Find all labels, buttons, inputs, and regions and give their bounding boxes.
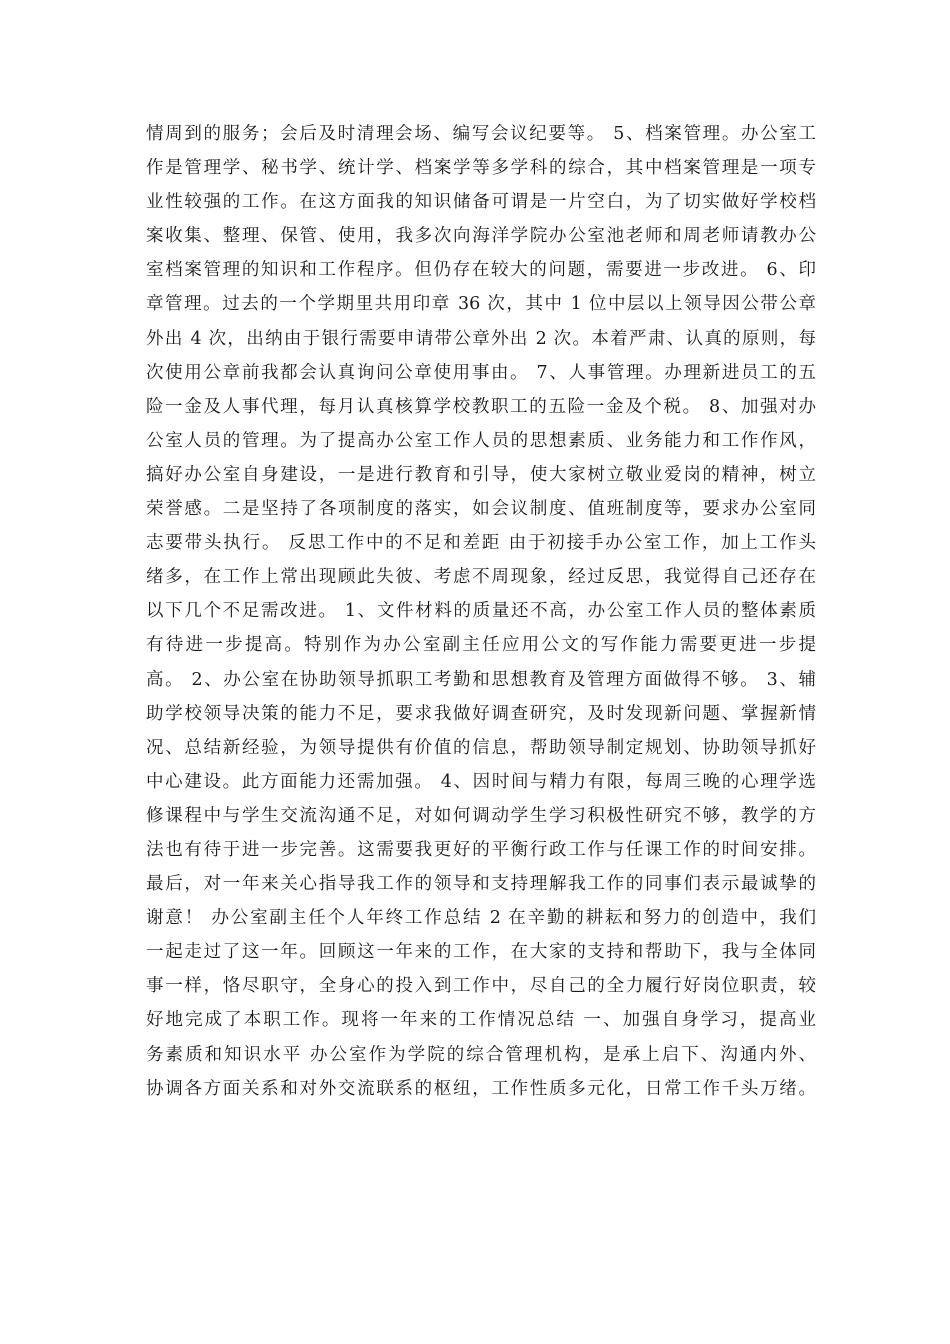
text-line: 一起走过了这一年。回顾这一年来的工作，在大家的支持和帮助下，我与全体同 <box>146 942 816 963</box>
text-line: 高。 2、办公室在协助领导抓职工考勤和思想教育及管理方面做得不够。 3、辅 <box>146 669 816 690</box>
text-line: 作是管理学、秘书学、统计学、档案学等多学科的综合，其中档案管理是一项专 <box>146 158 816 179</box>
text-line: 有待进一步提高。特别作为办公室副主任应用公文的写作能力需要更进一步提 <box>146 635 816 656</box>
text-line: 以下几个不足需改进。 1、文件材料的质量还不高，办公室工作人员的整体素质 <box>146 601 816 622</box>
text-line: 好地完成了本职工作。现将一年来的工作情况总结 一、加强自身学习，提高业 <box>146 1010 816 1031</box>
text-line: 绪多，在工作上常出现顾此失彼、考虑不周现象，经过反思，我觉得自己还存在 <box>146 567 816 588</box>
text-line: 情周到的服务；会后及时清理会场、编写会议纪要等。 5、档案管理。办公室工 <box>146 124 816 144</box>
text-line: 修课程中与学生交流沟通不足，对如何调动学生学习积极性研究不够，教学的方 <box>146 805 816 826</box>
text-line: 外出 4 次，出纳由于银行需要申请带公章外出 2 次。本着严肃、认真的原则，每 <box>146 328 816 349</box>
text-line: 况、总结新经验，为领导提供有价值的信息，帮助领导制定规划、协助领导抓好 <box>146 737 816 758</box>
text-line: 助学校领导决策的能力不足，要求我做好调查研究，及时发现新问题、掌握新情 <box>146 703 816 724</box>
text-line: 协调各方面关系和对外交流联系的枢纽，工作性质多元化，日常工作千头万绪。 <box>146 1078 816 1099</box>
text-line: 最后，对一年来关心指导我工作的领导和支持理解我工作的同事们表示最诚挚的 <box>146 874 816 895</box>
body-text <box>146 117 816 1106</box>
text-line: 险一金及人事代理，每月认真核算学校教职工的五险一金及个税。 8、加强对办 <box>146 396 816 417</box>
text-line: 中心建设。此方面能力还需加强。 4、因时间与精力有限，每周三晚的心理学选 <box>146 771 816 792</box>
text-line: 搞好办公室自身建设，一是进行教育和引导，使大家树立敬业爱岗的精神，树立 <box>146 464 816 485</box>
text-line: 志要带头执行。 反思工作中的不足和差距 由于初接手办公室工作，加上工作头 <box>146 533 816 554</box>
text-line: 务素质和知识水平 办公室作为学院的综合管理机构，是承上启下、沟通内外、 <box>146 1044 816 1065</box>
text-line: 案收集、整理、保管、使用，我多次向海洋学院办公室池老师和周老师请教办公 <box>146 226 816 247</box>
text-line: 谢意！ 办公室副主任个人年终工作总结 2 在辛勤的耕耘和努力的创造中，我们 <box>146 908 816 929</box>
text-line: 荣誉感。二是坚持了各项制度的落实，如会议制度、值班制度等，要求办公室同 <box>146 499 816 520</box>
text-line: 次使用公章前我都会认真询问公章使用事由。 7、人事管理。办理新进员工的五 <box>146 362 816 383</box>
text-line: 法也有待于进一步完善。这需要我更好的平衡行政工作与任课工作的时间安排。 <box>146 839 816 860</box>
text-line: 公室人员的管理。为了提高办公室工作人员的思想素质、业务能力和工作作风， <box>146 430 816 451</box>
text-line: 事一样，恪尽职守，全身心的投入到工作中，尽自己的全力履行好岗位职责，较 <box>146 976 816 997</box>
text-line: 章管理。过去的一个学期里共用印章 36 次，其中 1 位中层以上领导因公带公章 <box>146 294 816 315</box>
text-line: 业性较强的工作。在这方面我的知识储备可谓是一片空白，为了切实做好学校档 <box>146 192 816 213</box>
text-line: 室档案管理的知识和工作程序。但仍存在较大的问题，需要进一步改进。 6、印 <box>146 260 816 281</box>
